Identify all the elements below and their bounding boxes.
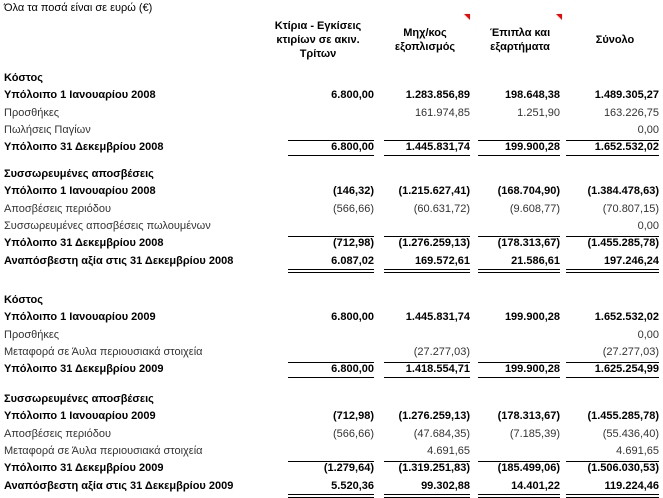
cell-value[interactable]: (566,66) [333, 202, 374, 215]
row-label: Υπόλοιπο 1 Ιανουαρίου 2008 [4, 89, 156, 102]
section-title-label: Κόστος [4, 72, 43, 84]
cell-value[interactable]: (712,98) [333, 237, 374, 250]
header-machinery-label: Μηχ/κος εξοπλισμός [394, 27, 456, 53]
section-title-label: Συσσωρευμένες αποσβέσεις [4, 393, 154, 405]
rule-line [478, 269, 560, 273]
cell-value[interactable]: 119.224,46 [604, 479, 659, 492]
cell-value[interactable]: (185.499,06) [497, 462, 560, 475]
cell-value[interactable]: 199.900,28 [504, 141, 560, 154]
header-total-label: Σύνολο [595, 34, 635, 46]
rule-line [288, 155, 374, 156]
header-furniture-label: Έπιπλα και εξαρτήματα [489, 27, 551, 53]
cell-value[interactable]: 1.652.532,02 [594, 311, 659, 324]
cell-value[interactable]: (60.631,72) [413, 202, 470, 215]
cell-value[interactable]: (712,98) [333, 410, 374, 423]
header-machinery[interactable] [380, 14, 470, 66]
cell-value[interactable]: (27.277,03) [602, 345, 659, 358]
cell-value[interactable]: 1.445.831,74 [405, 311, 470, 324]
cell-value[interactable]: 169.572,61 [414, 254, 470, 267]
rule-line [478, 377, 560, 378]
cell-value[interactable]: 14.401,22 [511, 479, 560, 492]
row-label: Υπόλοιπο 31 Δεκεμβρίου 2009 [4, 363, 164, 376]
table-row[interactable] [0, 122, 663, 139]
cell-value[interactable]: 161.974,85 [414, 106, 470, 119]
cell-value[interactable]: 4.691,65 [616, 444, 659, 457]
section-title-label: Συσσωρευμένες αποσβέσεις [4, 168, 154, 180]
cell-value[interactable]: (566,66) [333, 427, 374, 440]
cell-value[interactable]: (70.807,15) [602, 202, 659, 215]
section-title [0, 70, 663, 87]
cell-value[interactable]: 197.246,24 [603, 254, 659, 267]
row-label: Υπόλοιπο 1 Ιανουαρίου 2008 [4, 185, 156, 198]
row-label: Συσσωρευμένες αποσβέσεις πωλουμένων [4, 219, 211, 232]
cell-value[interactable]: 1.652.532,02 [594, 141, 659, 154]
cell-value[interactable]: 1.283.856,89 [405, 89, 470, 102]
table-row[interactable] [0, 87, 663, 104]
cell-value[interactable]: 6.087,02 [331, 254, 374, 267]
table-row[interactable] [0, 408, 663, 425]
cell-value[interactable]: 199.900,28 [504, 363, 560, 376]
section-title-label: Κόστος [4, 294, 43, 306]
rule-line [566, 155, 659, 156]
cell-value[interactable]: (55.436,40) [602, 427, 659, 440]
cell-value[interactable]: (178.313,67) [497, 410, 560, 423]
cell-value[interactable]: 163.226,75 [603, 106, 659, 119]
table-row[interactable] [0, 361, 663, 378]
cell-value[interactable]: (1.276.259,13) [398, 410, 470, 423]
table-row[interactable] [0, 253, 663, 270]
cell-value[interactable]: 1.251,90 [517, 106, 560, 119]
cell-value[interactable]: 6.800,00 [331, 141, 374, 154]
cell-value[interactable]: (1.276.259,13) [398, 237, 470, 250]
rule-line [288, 269, 374, 273]
table-row[interactable] [0, 201, 663, 218]
row-label: Αναπόσβεστη αξία στις 31 Δεκεμβρίου 2009 [4, 479, 234, 492]
header-furniture[interactable] [478, 14, 562, 66]
cell-value[interactable]: (1.319.251,83) [398, 462, 470, 475]
row-label: Αποσβέσεις περιόδου [4, 202, 111, 215]
table-row[interactable] [0, 105, 663, 122]
rule-line [288, 377, 374, 378]
cell-value[interactable]: 1.445.831,74 [405, 141, 470, 154]
row-label: Υπόλοιπο 1 Ιανουαρίου 2009 [4, 410, 156, 423]
row-label: Προσθήκες [4, 106, 60, 119]
cell-value[interactable]: 198.648,38 [504, 89, 560, 102]
rule-line [384, 377, 470, 378]
cell-value[interactable]: 6.800,00 [331, 363, 374, 376]
comment-marker-icon[interactable] [464, 14, 470, 20]
cell-value[interactable]: 0,00 [637, 123, 659, 136]
row-label: Μεταφορά σε Άυλα περιουσιακά στοιχεία [4, 345, 203, 358]
row-label: Μεταφορά σε Άυλα περιουσιακά στοιχεία [4, 444, 203, 457]
cell-value[interactable]: (7.185,39) [509, 427, 560, 440]
cell-value[interactable]: (146,32) [333, 185, 374, 198]
cell-value[interactable]: (27.277,03) [413, 345, 470, 358]
cell-value[interactable]: 4.691,65 [427, 444, 470, 457]
cell-value[interactable]: (1.384.478,63) [587, 185, 659, 198]
cell-value[interactable]: 6.800,00 [331, 311, 374, 324]
cell-value[interactable]: 99.302,88 [421, 479, 470, 492]
cell-value[interactable]: 5.520,36 [331, 479, 374, 492]
rule-line [384, 269, 470, 273]
row-label: Αποσβέσεις περιόδου [4, 427, 111, 440]
table-row[interactable] [0, 139, 663, 156]
table-row[interactable] [0, 426, 663, 443]
row-label: Προσθήκες [4, 328, 60, 341]
cell-value[interactable]: (1.279,64) [323, 462, 374, 475]
section-title [0, 391, 663, 408]
cell-value[interactable]: (1.506.030,53) [587, 462, 659, 475]
header-buildings[interactable] [262, 14, 374, 66]
rule-line [566, 377, 659, 378]
row-label: Αναπόσβεστη αξία στις 31 Δεκεμβρίου 2008 [4, 254, 234, 267]
row-label: Υπόλοιπο 31 Δεκεμβρίου 2009 [4, 462, 164, 475]
table-row[interactable] [0, 309, 663, 326]
table-row[interactable] [0, 460, 663, 477]
cell-value[interactable]: 1.625.254,99 [594, 363, 659, 376]
cell-value[interactable]: 21.586,61 [511, 254, 560, 267]
table-row[interactable] [0, 327, 663, 344]
row-label: Υπόλοιπο 1 Ιανουαρίου 2009 [4, 311, 156, 324]
cell-value[interactable]: (9.608,77) [509, 202, 560, 215]
table-row[interactable] [0, 183, 663, 200]
cell-value[interactable]: (1.455.285,78) [587, 410, 659, 423]
table-row[interactable] [0, 235, 663, 252]
rule-line [478, 155, 560, 156]
cell-value[interactable]: 199.900,28 [504, 311, 560, 324]
section-title [0, 292, 663, 309]
rule-line [566, 269, 659, 273]
cell-value[interactable]: 0,00 [637, 219, 659, 232]
cell-value[interactable]: 1.489.305,27 [594, 89, 659, 102]
row-label: Πωλήσεις Παγίων [4, 123, 91, 136]
table-row[interactable] [0, 218, 663, 235]
comment-marker-icon[interactable] [556, 14, 562, 20]
cell-value[interactable]: (178.313,67) [497, 237, 560, 250]
row-label: Υπόλοιπο 31 Δεκεμβρίου 2008 [4, 141, 164, 154]
currency-note: Όλα τα ποσά είναι σε ευρώ (€) [4, 2, 153, 14]
cell-value[interactable]: 0,00 [637, 328, 659, 341]
header-total[interactable] [570, 14, 660, 66]
header-buildings-label: Κτίρια - Εγκίσεις κτιρίων σε ακιν. Τρίτων [274, 20, 362, 60]
rule-line [384, 155, 470, 156]
cell-value[interactable]: 1.418.554,71 [405, 363, 470, 376]
table-row[interactable] [0, 344, 663, 361]
cell-value[interactable]: (168.704,90) [497, 185, 560, 198]
cell-value[interactable]: (1.215.627,41) [398, 185, 470, 198]
cell-value[interactable]: 6.800,00 [331, 89, 374, 102]
section-title [0, 166, 663, 183]
table-row[interactable] [0, 443, 663, 460]
table-row[interactable] [0, 478, 663, 495]
cell-value[interactable]: (1.455.285,78) [587, 237, 659, 250]
cell-value[interactable]: (47.684,35) [413, 427, 470, 440]
row-label: Υπόλοιπο 31 Δεκεμβρίου 2008 [4, 237, 164, 250]
